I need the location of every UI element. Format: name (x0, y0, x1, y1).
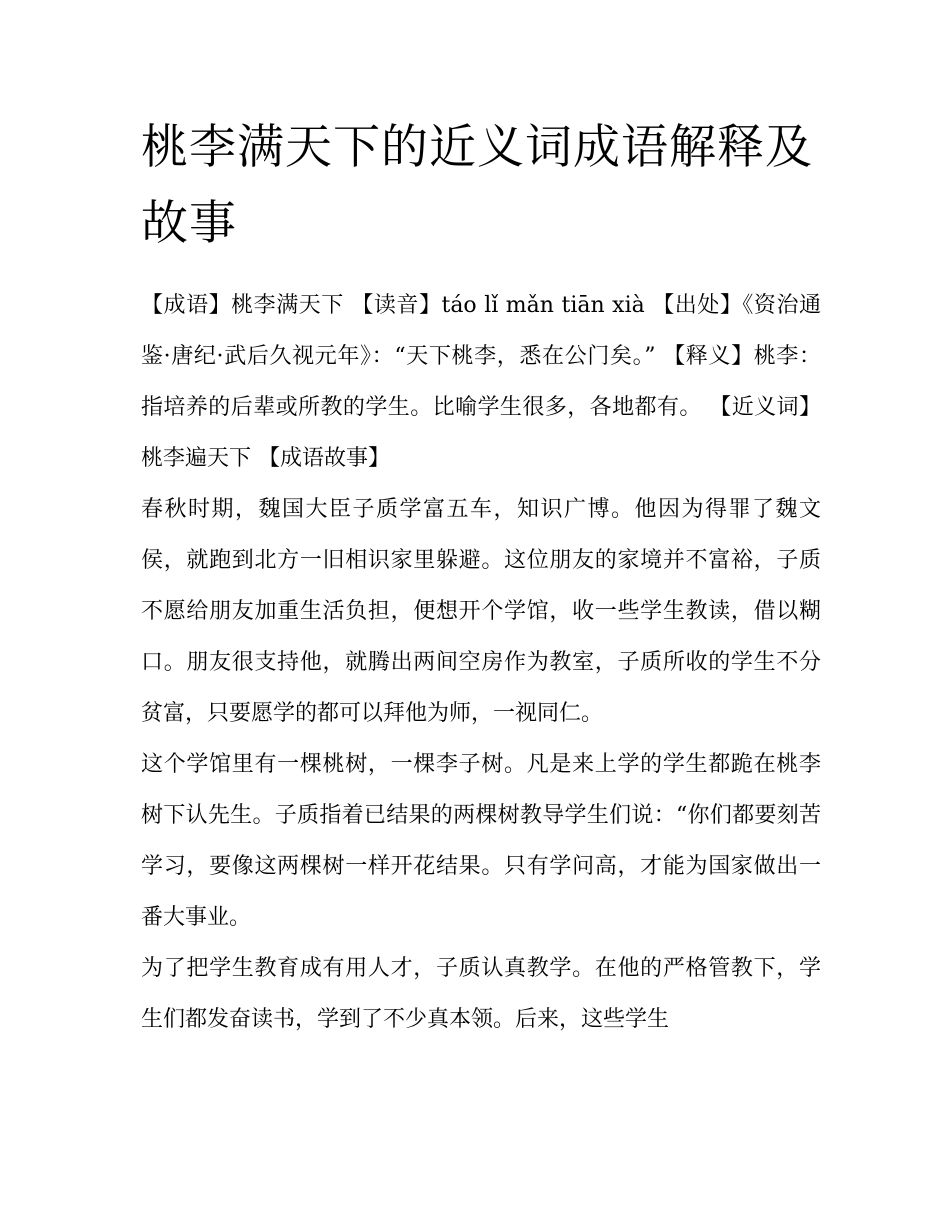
paragraph-story-3: 为了把学生教育成有用人才，子质认真教学。在他的严格管教下，学生们都发奋读书，学到了不少真本领。后来，这些学生 (141, 956, 821, 1032)
document-page (141, 110, 821, 1045)
paragraph-story-2: 这个学馆里有一棵桃树，一棵李子树。凡是来上学的学生都跪在桃李树下认先生。子质指着已结果的两棵树教导学生们说：“你们都要刻苦学习，要像这两棵树一样开花结果。只有学问高，才能为国家做出一番大事业。 (141, 752, 821, 930)
paragraph-story-1: 春秋时期，魏国大臣子质学富五车，知识广博。他因为得罪了魏文侯，就跑到北方一旧相识家里躲避。这位朋友的家境并不富裕，子质不愿给朋友加重生活负担，便想开个学馆，收一些学生教读，借以糊口。朋友很支持他，就腾出两间空房作为教室，子质所收的学生不分贫富，只要愿学的都可以拜他为师，一视同仁。 (141, 497, 821, 726)
paragraph-idiom-info: 【成语】桃李满天下 【读音】táo lǐ mǎn tiān xià 【出处】《资治通鉴·唐纪·武后久视元年》：“天下桃李，悉在公门矣。” 【释义】桃李：指培养的后辈或所教的学生。比喻学生很多，各地都有。 【近义词】桃李遍天下 【成语故事】 (141, 293, 821, 471)
document-title: 桃李满天下的近义词成语解释及故事 (141, 120, 813, 251)
